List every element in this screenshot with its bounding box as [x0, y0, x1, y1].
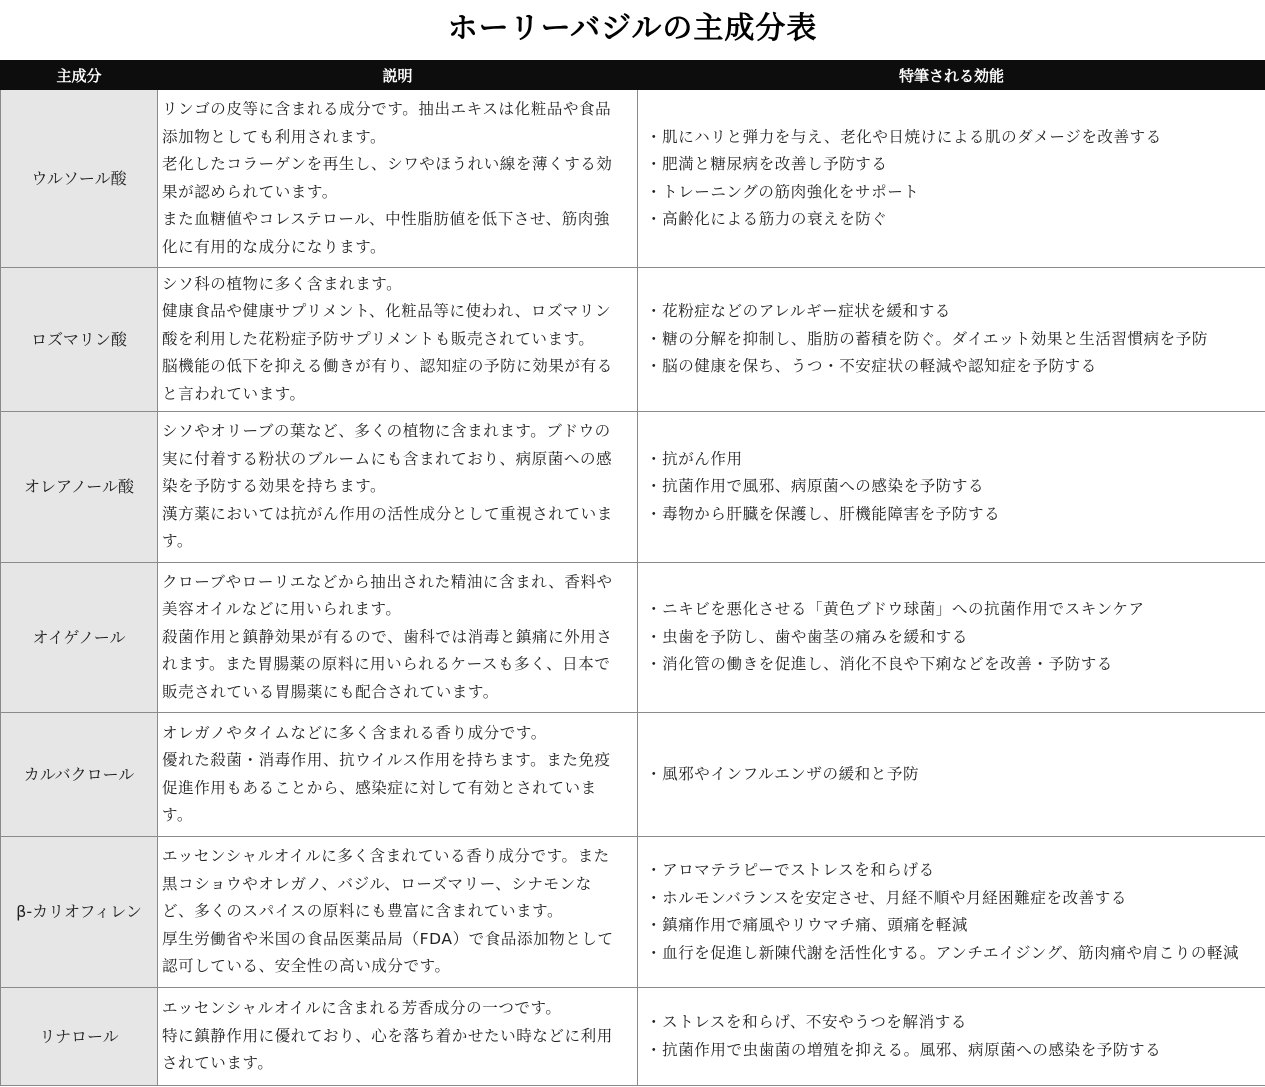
effect-item: ・花粉症などのアレルギー症状を緩和する	[646, 302, 951, 321]
component-description	[158, 412, 638, 563]
effect-item: ・風邪やインフルエンザの緩和と予防	[646, 764, 920, 783]
header-effects: 特筆される効能	[638, 61, 1265, 90]
component-name: カルバクロール	[1, 713, 158, 837]
description-line: 実に付着する粉状のブルームにも含まれており、病原菌への感	[162, 449, 613, 468]
component-name: β-カリオフィレン	[1, 837, 158, 988]
description-line: シソ科の植物に多く含まれます。	[162, 274, 403, 293]
effect-item: ・鎮痛作用で痛風やリウマチ痛、頭痛を軽減	[646, 916, 969, 934]
description-line: 漢方薬においては抗がん作用の活性成分として重視されていま	[162, 504, 613, 523]
component-effects	[638, 412, 1265, 563]
component-effects	[638, 837, 1265, 988]
description-line: 殺菌作用と鎮静効果が有るので、歯科では消毒と鎮痛に外用さ	[162, 627, 613, 646]
effect-item: ・肥満と糖尿病を改善し予防する	[646, 155, 888, 173]
description-line: 添加物としても利用されます。	[162, 127, 387, 146]
table-header-row	[1, 61, 1265, 90]
description-line: 促進作用もあることから、感染症に対して有効とされていま	[162, 778, 597, 797]
description-line: 販売されている胃腸薬にも配合されています。	[162, 682, 499, 701]
table-row	[1, 412, 1265, 563]
description-line: ど、多くのスパイスの原料にも豊富に含まれています。	[162, 902, 564, 921]
effect-item: ・消化管の働きを促進し、消化不良や下痢などを改善・予防する	[646, 655, 1113, 674]
table-row	[1, 837, 1265, 988]
component-effects	[638, 90, 1265, 268]
effect-item: ・ストレスを和らげ、不安やうつを解消する	[646, 1013, 967, 1031]
header-component: 主成分	[1, 61, 158, 90]
description-line: シソやオリーブの葉など、多くの植物に含まれます。ブドウの	[162, 422, 611, 441]
description-line: また血糖値やコレステロール、中性脂肪値を低下させ、筋肉強	[162, 210, 611, 228]
effect-item: ・高齢化による筋力の衰えを防ぐ	[646, 210, 888, 228]
component-description	[158, 988, 638, 1086]
effect-item: ・肌にハリと弾力を与え、老化や日焼けによる肌のダメージを改善する	[646, 127, 1162, 146]
description-line: 美容オイルなどに用いられます。	[162, 600, 402, 619]
component-name: ロズマリン酸	[1, 268, 158, 412]
description-line: す。	[162, 806, 193, 824]
effect-item: ・抗がん作用	[646, 449, 743, 468]
effect-item: ・毒物から肝臓を保護し、肝機能障害を予防する	[646, 504, 1001, 523]
description-line: 優れた殺菌・消毒作用、抗ウイルス作用を持ちます。また免疫	[162, 751, 611, 769]
effect-item: ・脳の健康を保ち、うつ・不安症状の軽減や認知症を予防する	[646, 357, 1097, 376]
ingredients-table	[0, 60, 1265, 1086]
component-effects	[638, 563, 1265, 713]
description-line: リンゴの皮等に含まれる成分です。抽出エキスは化粧品や食品	[162, 100, 612, 118]
description-line: 染を予防する効果を持ちます。	[162, 477, 387, 496]
component-name: オイゲノール	[1, 563, 158, 713]
component-effects	[638, 713, 1265, 837]
effect-item: ・抗菌作用で風邪、病原菌への感染を予防する	[646, 477, 985, 496]
page-title: ホーリーバジルの主成分表	[447, 11, 818, 46]
effect-item: ・トレーニングの筋肉強化をサポート	[646, 182, 920, 201]
component-description	[158, 563, 638, 713]
header-description: 説明	[158, 61, 638, 90]
component-name: ウルソール酸	[1, 90, 158, 268]
component-name: オレアノール酸	[1, 412, 158, 563]
table-row	[1, 988, 1265, 1086]
component-description	[158, 837, 638, 988]
effect-item: ・虫歯を予防し、歯や歯茎の痛みを緩和する	[646, 627, 969, 646]
component-description	[158, 268, 638, 412]
table-row	[1, 563, 1265, 713]
table-row	[1, 713, 1265, 837]
effect-item: ・アロマテラピーでストレスを和らげる	[646, 861, 935, 879]
description-line: されています。	[162, 1054, 274, 1073]
description-line: 脳機能の低下を抑える働きが有り、認知症の予防に効果が有る	[162, 357, 613, 376]
component-effects	[638, 268, 1265, 412]
component-description	[158, 713, 638, 837]
description-line: 認可している、安全性の高い成分です。	[162, 957, 451, 976]
description-line: す。	[162, 532, 193, 551]
description-line: 黒コショウやオレガノ、バジル、ローズマリー、シナモンな	[162, 874, 592, 893]
effect-item: ・血行を促進し新陳代謝を活性化する。アンチエイジング、筋肉痛や肩こりの軽減	[646, 943, 1240, 962]
component-description	[158, 90, 638, 268]
description-line: 酸を利用した花粉症予防サプリメントも販売されています。	[162, 329, 595, 348]
description-line: エッセンシャルオイルに含まれる芳香成分の一つです。	[162, 999, 562, 1018]
description-line: エッセンシャルオイルに多く含まれている香り成分です。また	[162, 847, 610, 866]
effect-item: ・糖の分解を抑制し、脂肪の蓄積を防ぐ。ダイエット効果と生活習慣病を予防	[646, 329, 1208, 348]
effect-item: ・ホルモンバランスを安定させ、月経不順や月経困難症を改善する	[646, 888, 1127, 907]
description-line: 化に有用的な成分になります。	[162, 237, 387, 256]
description-line: と言われています。	[162, 384, 306, 403]
table-body	[1, 90, 1265, 1086]
effect-item: ・ニキビを悪化させる「黄色ブドウ球菌」への抗菌作用でスキンケア	[646, 600, 1145, 619]
description-line: 厚生労働省や米国の食品医薬品局（FDA）で食品添加物として	[162, 929, 614, 948]
description-line: れます。また胃腸薬の原料に用いられるケースも多く、日本で	[162, 655, 611, 674]
description-line: 老化したコラーゲンを再生し、シワやほうれい線を薄くする効	[162, 155, 613, 173]
description-line: オレガノやタイムなどに多く含まれる香り成分です。	[162, 723, 547, 742]
component-name: リナロール	[1, 988, 158, 1086]
table-row	[1, 90, 1265, 268]
description-line: クローブやローリエなどから抽出された精油に含まれ、香料や	[162, 572, 613, 591]
table-row	[1, 268, 1265, 412]
description-line: 果が認められています。	[162, 182, 338, 201]
component-effects	[638, 988, 1265, 1086]
description-line: 健康食品や健康サプリメント、化粧品等に使われ、ロズマリン	[162, 302, 612, 321]
description-line: 特に鎮静作用に優れており、心を落ち着かせたい時などに利用	[162, 1026, 613, 1045]
effect-item: ・抗菌作用で虫歯菌の増殖を抑える。風邪、病原菌への感染を予防する	[646, 1040, 1162, 1059]
